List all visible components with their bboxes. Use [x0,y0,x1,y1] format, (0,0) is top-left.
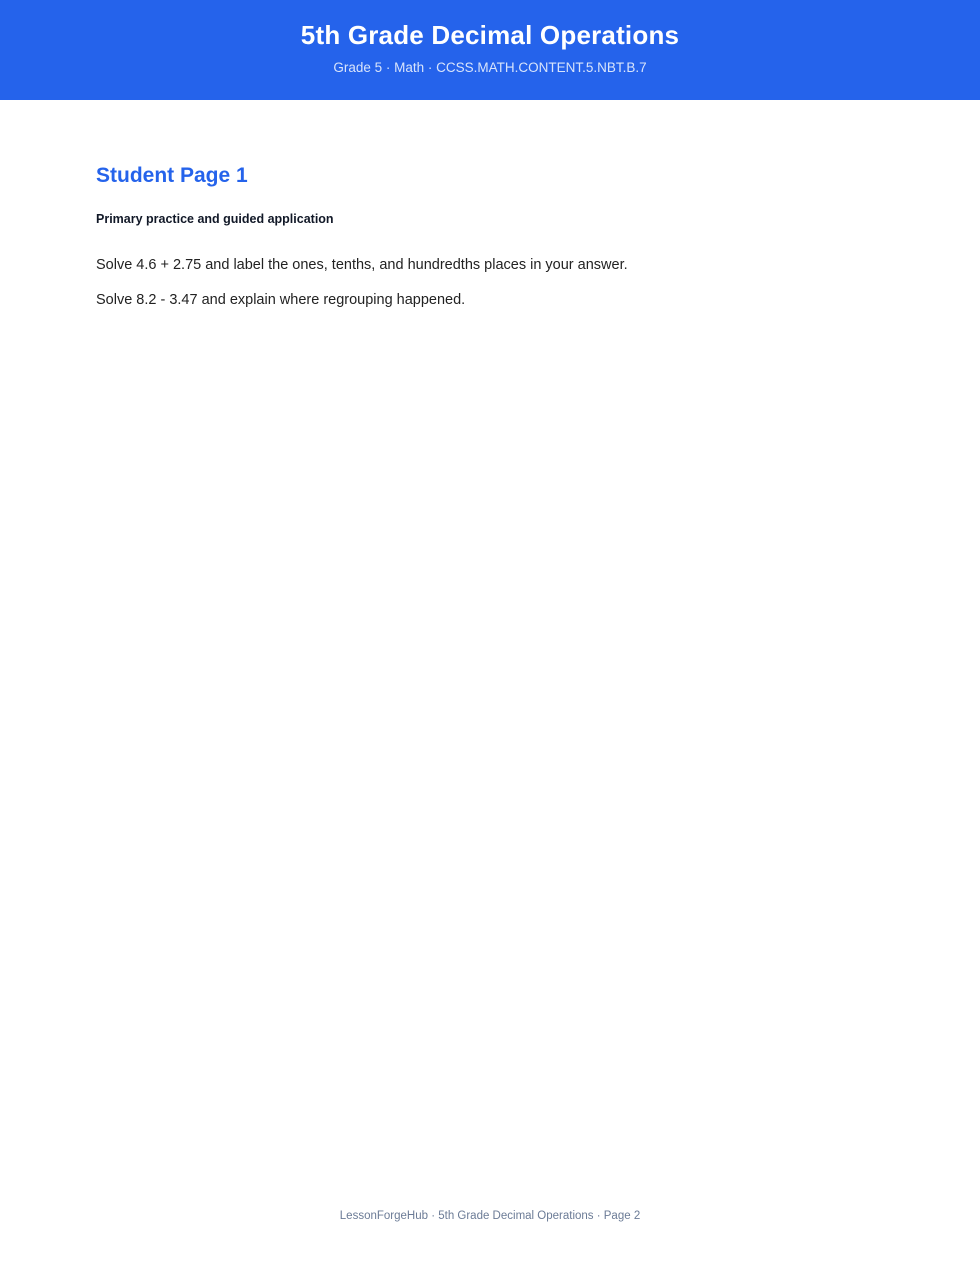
section-title: Student Page 1 [96,164,248,187]
page-footer: LessonForgeHub · 5th Grade Decimal Operations · Page 2 [339,1210,641,1222]
section-subtitle: Primary practice and guided application [96,212,334,227]
task-item: Solve 8.2 - 3.47 and explain where regrouping happened. [96,292,466,309]
page-subtitle: Grade 5 · Math · CCSS.MATH.CONTENT.5.NBT.B.7 [333,60,647,76]
task-list [96,255,884,313]
page-title: 5th Grade Decimal Operations [300,20,680,50]
page-banner [0,0,980,100]
task-item: Solve 4.6 + 2.75 and label the ones, tenths, and hundredths places in your answer. [96,256,628,273]
main-content [0,162,980,312]
